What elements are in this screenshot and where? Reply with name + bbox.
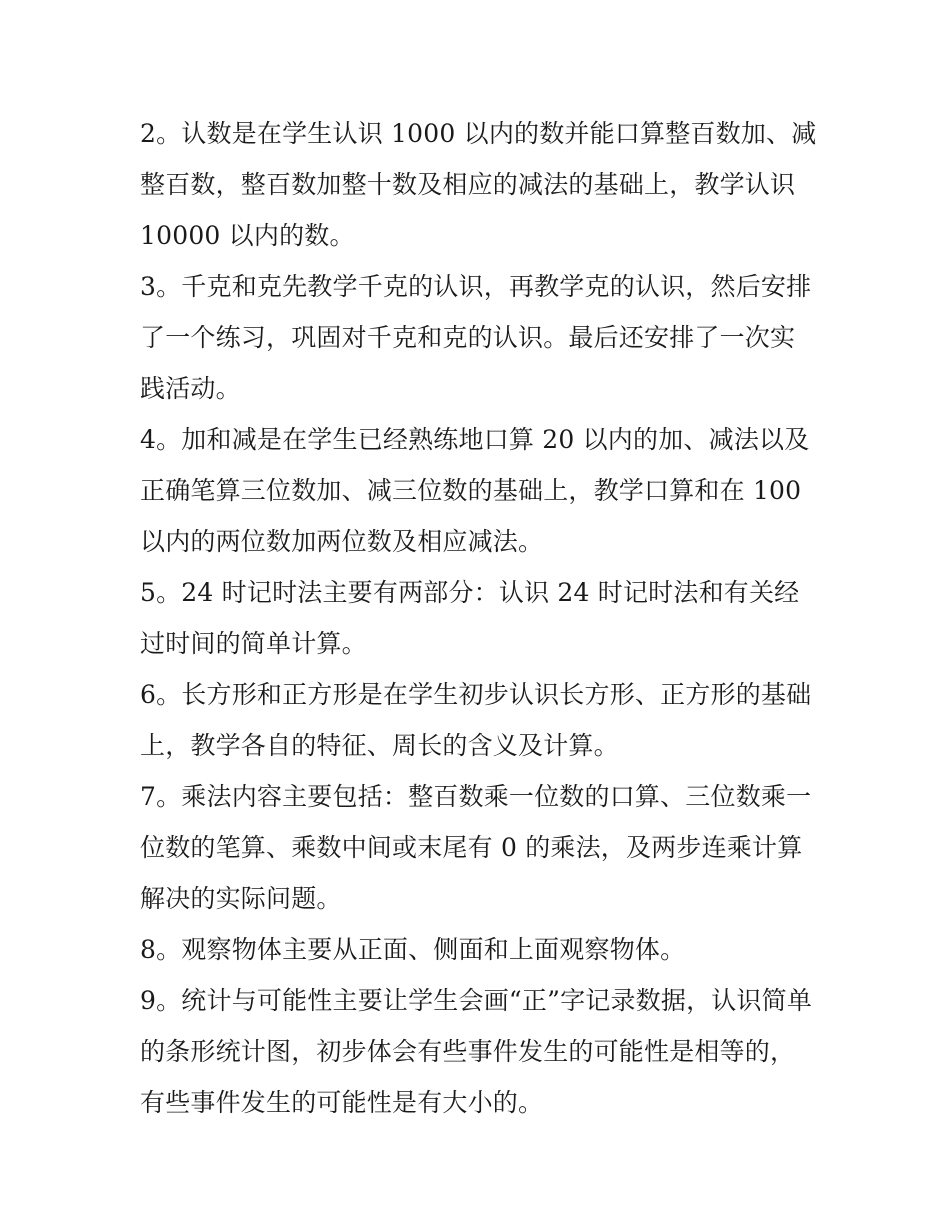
paragraph-item-4: 4。加和减是在学生已经熟练地口算 20 以内的加、减法以及正确笔算三位数加、减三位数的基础上，教学口算和在 100 以内的两位数加两位数及相应减法。 bbox=[140, 425, 810, 556]
document-body bbox=[140, 108, 820, 1128]
paragraph-item-6: 6。长方形和正方形是在学生初步认识长方形、正方形的基础上，教学各自的特征、周长的含义及计算。 bbox=[140, 680, 812, 760]
paragraph-item-8: 8。观察物体主要从正面、侧面和上面观察物体。 bbox=[140, 935, 686, 964]
paragraph-item-2: 2。认数是在学生认识 1000 以内的数并能口算整百数加、减整百数，整百数加整十数及相应的减法的基础上，教学认识 10000 以内的数。 bbox=[140, 119, 817, 250]
paragraph-item-9: 9。统计与可能性主要让学生会画“正”字记录数据，认识简单的条形统计图，初步体会有些事件发生的可能性是相等的，有些事件发生的可能性是有大小的。 bbox=[140, 986, 813, 1117]
paragraph-item-7: 7。乘法内容主要包括：整百数乘一位数的口算、三位数乘一位数的笔算、乘数中间或末尾有 0 的乘法，及两步连乘计算解决的实际问题。 bbox=[140, 782, 812, 913]
paragraph-item-3: 3。千克和克先教学千克的认识，再教学克的认识，然后安排了一个练习，巩固对千克和克的认识。最后还安排了一次实践活动。 bbox=[140, 272, 812, 403]
paragraph-item-5: 5。24 时记时法主要有两部分：认识 24 时记时法和有关经过时间的简单计算。 bbox=[140, 578, 800, 658]
